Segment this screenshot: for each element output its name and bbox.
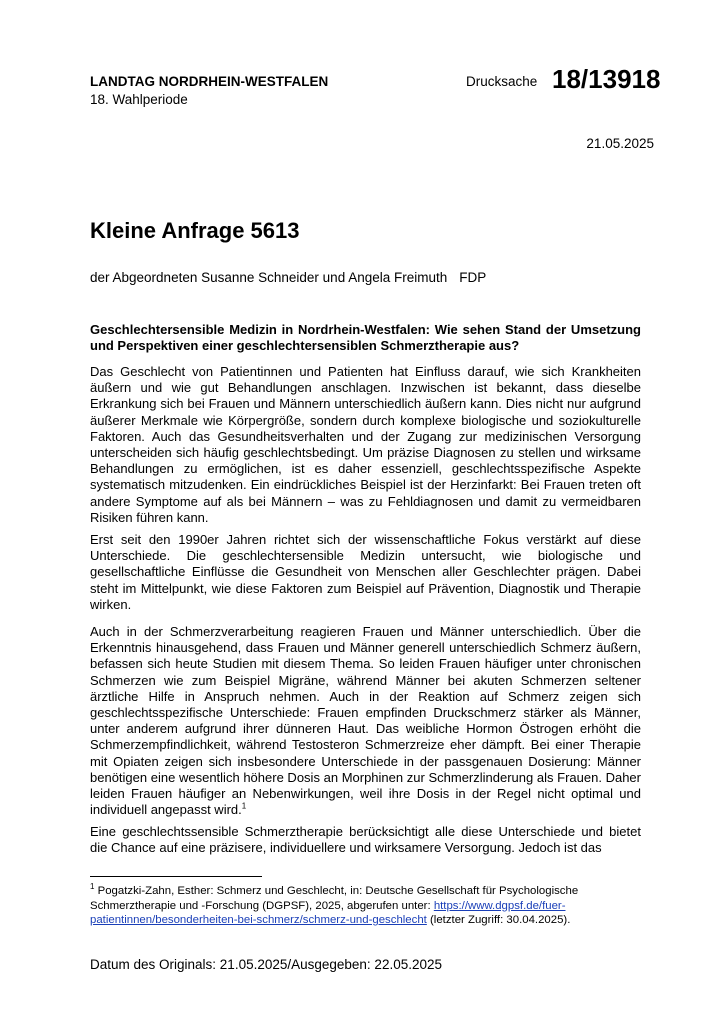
drucksache-number: 18/13918: [552, 64, 661, 94]
parliament-name: LANDTAG NORDRHEIN-WESTFALEN: [90, 74, 329, 89]
document-date: 21.05.2025: [586, 136, 654, 151]
footnote-text: Pogatzki-Zahn, Esther: Schmerz und Geschlecht, in: Deutsche Gesellschaft für Psychologische Schmerztherapie und -Forschung (DGPSF), 2025, abgerufen unter:: [90, 885, 579, 912]
footnote: [90, 884, 641, 928]
footnote-marker: 1: [90, 882, 95, 892]
body-paragraph: [90, 624, 641, 818]
body-paragraph: Erst seit den 1990er Jahren richtet sich der wissenschaftliche Fokus verstärkt auf diese Unterschiede. Die geschlechtersensible Medizin untersucht, wie biologische und gesellschaftliche Einflüsse die Gesundheit von Menschen aller Geschlechter prägen. Dabei steht im Mittelpunkt, wie diese Faktoren zum Beispiel auf Prävention, Diagnostik und Therapie wirken.: [90, 532, 641, 612]
authors-line: [90, 270, 486, 285]
footnote-suffix: (letzter Zugriff: 30.04.2025).: [430, 914, 571, 926]
drucksache-label: Drucksache: [466, 74, 538, 89]
body-paragraph: Das Geschlecht von Patientinnen und Patienten hat Einfluss darauf, wie sich Krankheiten äußern und wie gut Behandlungen anschlagen. Inzwischen ist bekannt, dass dieselbe Erkrankung sich bei Frauen und Männern unterschiedlich äußern kann. Dies nicht nur aufgrund äußerer Merkmale wie Körpergröße, sondern durch komplexe biologische und soziokulturelle Faktoren. Auch das Gesundheitsverhalten und der Zugang zur medizinischen Versorgung unterscheiden sich häufig geschlechtsbedingt. Um präzise Diagnosen zu stellen und wirksame Behandlungen zu ermöglichen, ist es daher essenziell, geschlechtsspezifische Aspekte systematisch mitzudenken. Ein eindrückliches Beispiel ist der Herzinfarkt: Bei Frauen treten oft andere Symptome auf als bei Männern – was zu Fehldiagnosen und damit zu vermeidbaren Risiken führen kann.: [90, 364, 641, 525]
inquiry-subject: Geschlechtersensible Medizin in Nordrhein-Westfalen: Wie sehen Stand der Umsetzung und Perspektiven einer geschlechtersensiblen Schmerztherapie aus?: [90, 322, 641, 354]
authors-names: der Abgeordneten Susanne Schneider und Angela Freimuth: [90, 270, 448, 285]
footnote-separator: [90, 876, 262, 877]
footnote-link[interactable]: https://www.dgpsf.de/fuer-patientinnen/besonderheiten-bei-schmerz/schmerz-und-geschlecht: [90, 899, 566, 926]
footnote-reference[interactable]: 1: [241, 801, 247, 811]
document-title: Kleine Anfrage 5613: [90, 218, 300, 243]
body-paragraph: Eine geschlechtssensible Schmerztherapie berücksichtigt alle diese Unterschiede und bietet die Chance auf eine präzisere, individuellere und wirksamere Versorgung. Jedoch ist das: [90, 824, 641, 856]
paragraph-text: Auch in der Schmerzverarbeitung reagieren Frauen und Männer unterschiedlich. Über die Erkenntnis hinausgehend, dass Frauen und Männer generell unterschiedlich Schmerz äußern, befassen sich heute Studien mit diesem Thema. So leiden Frauen häufiger unter chronischen Schmerzen wie zum Beispiel Migräne, während Männer bei akuten Schmerzen seltener ärztliche Hilfe in Anspruch nehmen. Auch in der Reaktion auf Schmerz zeigen sich geschlechtsspezifische Unterschiede: Frauen empfinden Druckschmerz stärker als Männer, unter anderem aufgrund ihrer dünneren Haut. Das weibliche Hormon Östrogen erhöht die Schmerzempfindlichkeit, während Testosteron Schmerzreize eher dämpft. Bei einer Therapie mit Opiaten zeigen sich insbesondere Unterschiede in der passgenauen Dosierung: Männer benötigen eine wesentlich höhere Dosis an Morphinen zur Schmerzlinderung als Frauen. Daher leiden Frauen häufiger an Nebenwirkungen, weil ihre Dosis in der Regel nicht optimal und individuell angepasst wird.: [90, 624, 641, 818]
footer-dates: Datum des Originals: 21.05.2025/Ausgegeben: 22.05.2025: [90, 957, 443, 972]
party-name: FDP: [459, 270, 487, 285]
legislative-period: 18. Wahlperiode: [90, 92, 188, 107]
